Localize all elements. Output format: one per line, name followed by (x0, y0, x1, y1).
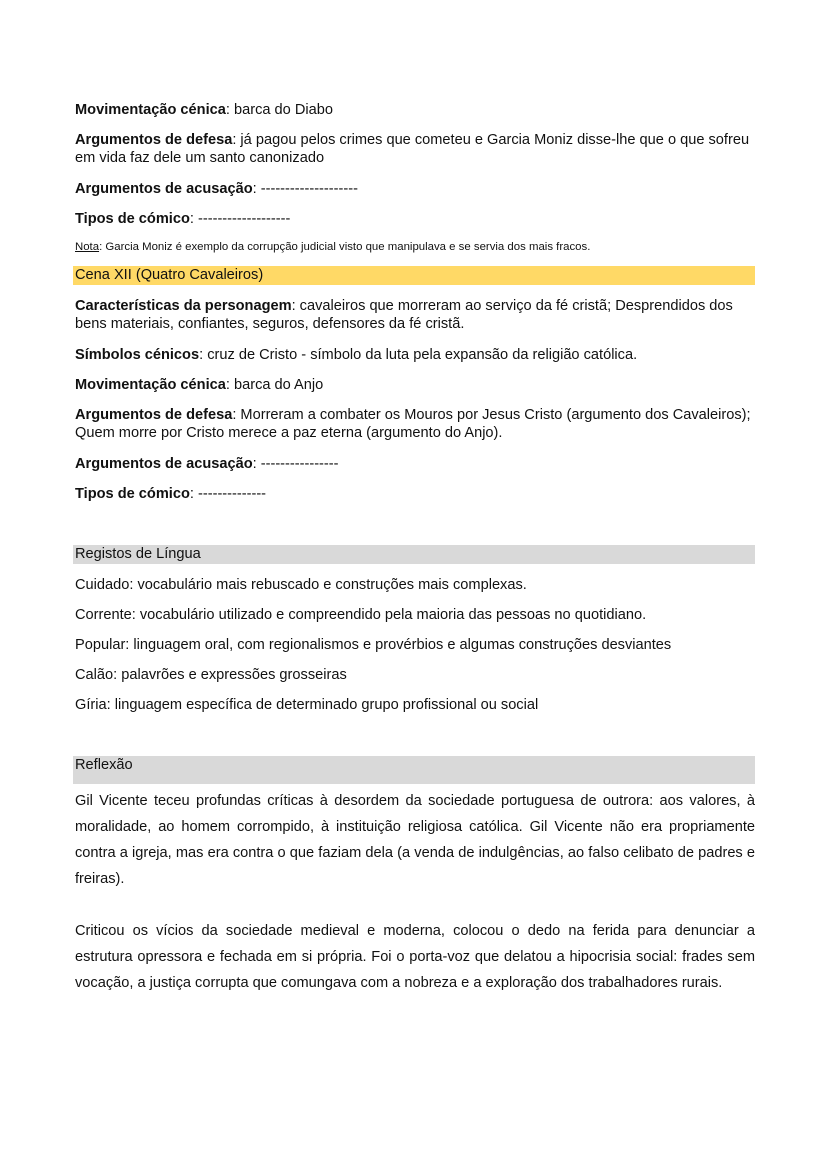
field-movimentacao-xi (75, 101, 755, 119)
registo-item: Calão: palavrões e expressões grosseiras (75, 667, 347, 683)
note-label: Nota (75, 241, 100, 253)
field-value: : ---------------- (252, 456, 339, 472)
note-text: : Garcia Moniz é exemplo da corrupção judicial visto que manipulava e se servia dos mais fracos. (99, 241, 591, 253)
field-comico-xii (75, 485, 755, 503)
field-value: : Morreram a combater os Mouros por Jesus Cristo (argumento dos Cavaleiros); Quem morre por Cristo merece a paz eterna (argumento do Anjo). (75, 407, 751, 441)
field-label: Argumentos de acusação (75, 456, 253, 472)
field-value: : -------------------- (252, 181, 358, 197)
field-label: Símbolos cénicos (75, 347, 200, 363)
field-label: Movimentação cénica (75, 102, 226, 118)
field-label: Argumentos de defesa (75, 132, 233, 148)
field-value: : já pagou pelos crimes que cometeu e Garcia Moniz disse-lhe que o que sofreu em vida faz dele um santo canonizado (75, 132, 750, 166)
field-label: Movimentação cénica (75, 377, 226, 393)
registo-item: Cuidado: vocabulário mais rebuscado e construções mais complexas. (75, 577, 527, 593)
note (75, 240, 755, 254)
field-defesa-xii (75, 406, 755, 442)
field-value: : barca do Diabo (225, 102, 333, 118)
field-value: : -------------- (189, 486, 267, 502)
field-caracteristicas (75, 297, 755, 333)
registo-item: Popular: linguagem oral, com regionalismos e provérbios e algumas construções desviantes (75, 637, 672, 653)
field-value: : cavaleiros que morreram ao serviço da fé cristã; Desprendidos dos bens materiais, confiantes, seguros, defensores da fé cristã. (75, 298, 733, 332)
field-label: Argumentos de acusação (75, 181, 253, 197)
field-label: Tipos de cómico (75, 211, 190, 227)
reflexao-paragraph: Gil Vicente teceu profundas críticas à desordem da sociedade portuguesa de outrora: aos valores, à moralidade, ao homem corrompido, à instituição religiosa católica. Gil Vicente não era propriamente contra a igreja, mas era contra o que faziam dela (a venda de indulgências, ao falso celibato de padres e freiras). (75, 793, 755, 887)
field-label: Características da personagem (75, 298, 292, 314)
reflexao-heading: Reflexão (73, 756, 755, 784)
field-value: : barca do Anjo (225, 377, 324, 393)
field-movimentacao-xii (75, 376, 755, 394)
field-value: : ------------------- (189, 211, 291, 227)
field-acusacao-xi (75, 180, 755, 198)
scene-xii-heading: Cena XII (Quatro Cavaleiros) (73, 266, 755, 285)
registo-item: Corrente: vocabulário utilizado e compreendido pela maioria das pessoas no quotidiano. (75, 607, 647, 623)
field-defesa-xi (75, 131, 755, 167)
field-label: Argumentos de defesa (75, 407, 233, 423)
field-acusacao-xii (75, 455, 755, 473)
field-simbolos (75, 346, 755, 364)
reflexao-paragraph: Criticou os vícios da sociedade medieval e moderna, colocou o dedo na ferida para denunciar a estrutura opressora e fechada em si própria. Foi o porta-voz que delatou a hipocrisia social: frades sem vocação, a justiça corrupta que comungava com a nobreza e a exploração dos trabalhadores rurais. (75, 923, 755, 991)
field-label: Tipos de cómico (75, 486, 190, 502)
registos-heading: Registos de Língua (73, 545, 755, 564)
field-comico-xi (75, 210, 755, 228)
field-value: : cruz de Cristo - símbolo da luta pela expansão da religião católica. (199, 347, 638, 363)
registo-item: Gíria: linguagem específica de determinado grupo profissional ou social (75, 697, 539, 713)
